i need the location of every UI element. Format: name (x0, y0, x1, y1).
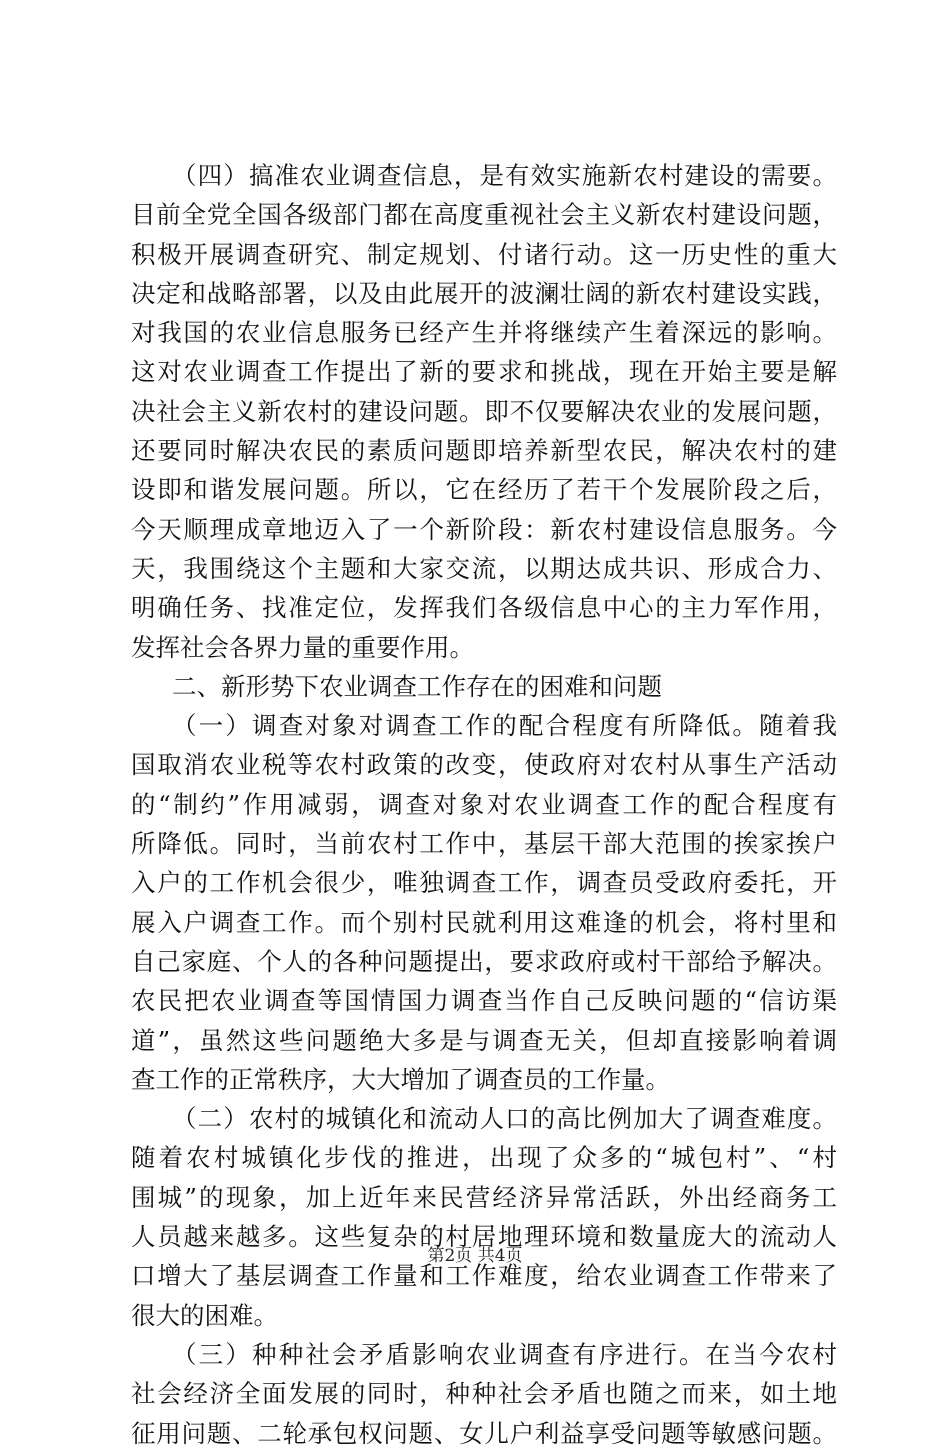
text-line: 天，我围绕这个主题和大家交流，以期达成共识、形成合力、 (131, 553, 837, 583)
text-line: （二）农村的城镇化和流动人口的高比例加大了调查难度。 (172, 1104, 837, 1134)
text-line: 对我国的农业信息服务已经产生并将继续产生着深远的影响。 (131, 318, 837, 348)
text-line: 入户的工作机会很少，唯独调查工作，调查员受政府委托，开 (131, 868, 837, 898)
text-line: （一）调查对象对调查工作的配合程度有所降低。随着我 (172, 711, 837, 741)
text-line: 很大的困难。 (131, 1300, 278, 1330)
text-line: 社会经济全面发展的同时，种种社会矛盾也随之而来，如土地 (131, 1379, 837, 1409)
text-line: 明确任务、找准定位，发挥我们各级信息中心的主力军作用， (131, 593, 837, 623)
text-line: 今天顺理成章地迈入了一个新阶段：新农村建设信息服务。今 (131, 514, 837, 544)
text-line: 积极开展调查研究、制定规划、付诸行动。这一历史性的重大 (131, 239, 837, 269)
text-line: 随着农村城镇化步伐的推进，出现了众多的“城包村”、“村 (131, 1143, 837, 1173)
text-line: 这对农业调查工作提出了新的要求和挑战，现在开始主要是解 (131, 357, 837, 387)
text-line: 农民把农业调查等国情国力调查当作自己反映问题的“信访渠 (131, 986, 837, 1016)
text-line: 还要同时解决农民的素质问题即培养新型农民，解决农村的建 (131, 436, 837, 466)
text-line: 道”，虽然这些问题绝大多是与调查无关，但却直接影响着调 (131, 1025, 837, 1055)
text-line: 目前全党全国各级部门都在高度重视社会主义新农村建设问题， (131, 200, 837, 230)
text-line: 设即和谐发展问题。所以，它在经历了若干个发展阶段之后， (131, 475, 837, 505)
text-line: 国取消农业税等农村政策的改变，使政府对农村从事生产活动 (131, 750, 837, 780)
text-line: 口增大了基层调查工作量和工作难度，给农业调查工作带来了 (131, 1261, 837, 1291)
text-line: 自己家庭、个人的各种问题提出，要求政府或村干部给予解决。 (131, 946, 837, 976)
text-line: （三）种种社会矛盾影响农业调查有序进行。在当今农村 (172, 1339, 837, 1369)
text-line: 决定和战略部署，以及由此展开的波澜壮阔的新农村建设实践， (131, 278, 837, 308)
text-line: 查工作的正常秩序，大大增加了调查员的工作量。 (131, 1064, 670, 1094)
text-line: 所降低。同时，当前农村工作中，基层干部大范围的挨家挨户 (131, 829, 837, 859)
text-line: 的“制约”作用减弱，调查对象对农业调查工作的配合程度有 (131, 789, 837, 819)
text-line: （四）搞准农业调查信息，是有效实施新农村建设的需要。 (172, 161, 837, 190)
text-line: 二、新形势下农业调查工作存在的困难和问题 (172, 671, 662, 701)
text-line: 围城”的现象，加上近年来民营经济异常活跃，外出经商务工 (131, 1182, 837, 1212)
text-line: 决社会主义新农村的建设问题。即不仅要解决农业的发展问题， (131, 396, 837, 426)
text-line: 人员越来越多。这些复杂的村居地理环境和数量庞大的流动人 (131, 1222, 837, 1252)
text-line: 征用问题、二轮承包权问题、女儿户利益享受问题等敏感问题。 (131, 1418, 837, 1448)
page-footer: 第2页 共4页 (427, 1246, 523, 1266)
text-line: 发挥社会各界力量的重要作用。 (131, 632, 474, 662)
text-line: 展入户调查工作。而个别村民就利用这难逢的机会，将村里和 (131, 907, 837, 937)
